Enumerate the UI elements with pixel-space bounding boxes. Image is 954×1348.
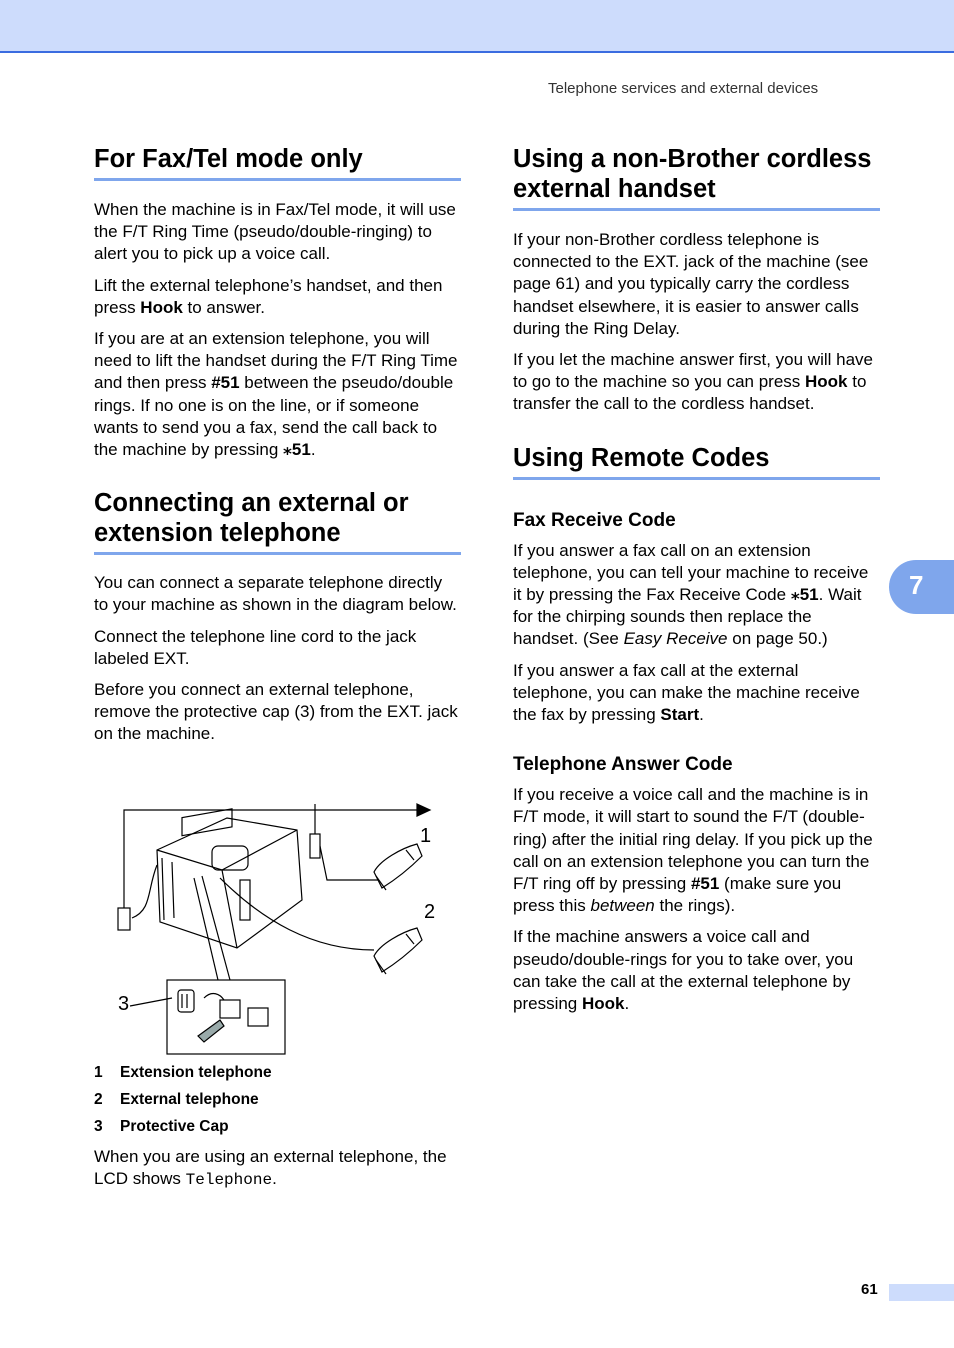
paragraph: Before you connect an external telephone, remove the protective cap (3) from the EXT. jack on the machine. xyxy=(94,680,458,744)
code-star-51: ⁎51 xyxy=(790,585,819,605)
hook-key: Hook xyxy=(140,297,183,317)
page-number-bar xyxy=(889,1284,954,1301)
line-cord xyxy=(132,865,157,918)
label-2: 2 xyxy=(424,901,436,923)
lcd-text: Telephone xyxy=(185,1171,273,1190)
paragraph: If the machine answers a voice call and pseudo/double-rings for you to take over, you can take the call at the external telephone by pressing Hook. xyxy=(513,927,854,1014)
label-1: 1 xyxy=(420,825,432,847)
code-51: #51 xyxy=(211,373,240,393)
paragraph: If you answer a fax call at the external telephone, you can make the machine receive the fax by pressing Start. xyxy=(513,660,860,725)
subsection-title-fax-receive: Fax Receive Code xyxy=(513,509,676,531)
running-header: Telephone services and external devices xyxy=(548,80,819,97)
right-column xyxy=(513,144,880,1015)
section-title-remote-codes: Using Remote Codes xyxy=(513,443,880,480)
hook-key: Hook xyxy=(805,372,848,392)
chapter-tab[interactable] xyxy=(889,560,954,614)
paragraph: When the machine is in Fax/Tel mode, it will use the F/T Ring Time (pseudo/double-ringing) to alert you to pick up a voice call. xyxy=(94,200,456,264)
paragraph: If you let the machine answer first, you will have to go to the machine so you can press Hook to transfer the call to the cordless handset. xyxy=(513,350,873,414)
paragraph: If you are at an extension telephone, you will need to lift the handset during the F/T Ring Time and then press #51 between the pseudo/double rings. If no one is on the line, or if someone wants to send you a fax, send the call back to the machine by pressing ⁎51. xyxy=(94,329,458,460)
paragraph: You can connect a separate telephone directly to your machine as shown in the diagram below. xyxy=(94,573,457,615)
extension-cord xyxy=(320,846,382,880)
paragraph: Connect the telephone line cord to the jack labeled EXT. xyxy=(94,626,417,668)
wall-jack xyxy=(118,908,130,930)
paragraph: If you receive a voice call and the machine is in F/T mode, it will start to sound the F/T (double-ring) after the initial ring delay. If you pick up the call on an extension telephone you can turn the F/T ring off by pressing #51 (make sure you press this between the rings). xyxy=(513,785,873,916)
extension-jack xyxy=(310,834,320,858)
printer-machine xyxy=(157,809,302,948)
ext-jack xyxy=(220,1000,240,1018)
paragraph: If your non-Brother cordless telephone is connected to the EXT. jack of the machine (see page 61) and you typically carry the cordless handset elsewhere, it is easier to answer calls during the Ring Delay. xyxy=(513,230,869,338)
external-telephone xyxy=(374,928,422,974)
left-column xyxy=(94,144,461,746)
legend-item: 2 External telephone xyxy=(94,1091,259,1108)
extension-telephone xyxy=(374,844,422,890)
subsection-title-telephone-answer: Telephone Answer Code xyxy=(513,754,733,776)
code-star-51: ⁎51 xyxy=(283,440,311,460)
header-bar xyxy=(0,0,954,53)
start-key: Start xyxy=(660,705,700,725)
code-51: #51 xyxy=(690,874,720,894)
paragraph: Lift the external telephone’s handset, and then press Hook to answer. xyxy=(94,275,443,317)
line-jack xyxy=(248,1008,268,1026)
chapter-number: 7 xyxy=(909,570,924,600)
section-title-cordless: Using a non-Brother cordless external handset xyxy=(513,144,880,211)
label-3: 3 xyxy=(118,993,130,1015)
paragraph: When you are using an external telephone, the LCD shows Telephone. xyxy=(94,1147,447,1190)
page-number: 61 xyxy=(861,1281,878,1298)
section-title-connecting: Connecting an external or extension telephone xyxy=(94,488,461,555)
protective-cap xyxy=(178,990,194,1012)
paragraph: If you answer a fax call on an extension telephone, you can tell your machine to receive it by pressing the Fax Receive Code ⁎51. Wait for the chirping sounds then replace the handset. (See Easy Receive on page 50.) xyxy=(513,540,869,649)
legend xyxy=(94,1063,461,1191)
pointer-line xyxy=(130,998,172,1006)
legend-item: 3 Protective Cap xyxy=(94,1118,229,1135)
section-title-fax-tel: For Fax/Tel mode only xyxy=(94,144,461,181)
legend-item: 1 Extension telephone xyxy=(94,1064,272,1081)
hook-key: Hook xyxy=(581,994,625,1014)
connection-diagram xyxy=(112,800,442,1060)
arrow-icon xyxy=(417,804,430,816)
emphasis: between xyxy=(590,896,655,916)
cross-reference: Easy Receive xyxy=(623,629,728,649)
